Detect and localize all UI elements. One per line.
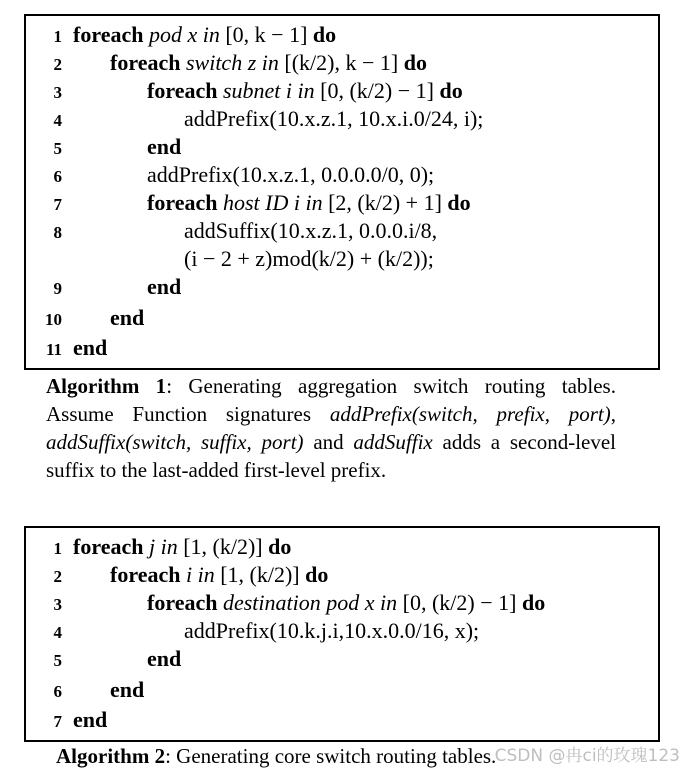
code-text: [0, k − 1] [225, 22, 313, 47]
code-line [184, 244, 434, 274]
code-line [184, 104, 483, 134]
code-text: , [610, 402, 617, 426]
code-line [147, 588, 545, 618]
code-text: adds a second-level suffix to the last-added first-level prefix. [46, 430, 617, 482]
code-line [110, 675, 144, 705]
code-text: [0, (k/2) − 1] [402, 590, 522, 615]
keyword: do [447, 190, 471, 215]
watermark: CSDN @冉ci的玫瑰123 [494, 746, 680, 766]
code-text: subnet i in [217, 78, 321, 103]
code-text: (i − 2 + z)mod(k/2) + (k/2)); [184, 246, 434, 271]
line-number: 6 [53, 682, 62, 701]
code-line [110, 48, 427, 78]
code-line [147, 132, 181, 162]
code-text: addPrefix(10.k.j.i,10.x.0.0/16, x); [184, 618, 480, 643]
keyword: foreach [110, 562, 181, 587]
line-number: 3 [53, 83, 62, 102]
line-number: 11 [45, 340, 62, 359]
algorithm-line [26, 48, 658, 78]
algorithm-line [26, 616, 658, 646]
code-line [147, 644, 181, 674]
code-line [184, 616, 479, 646]
algorithm-2-box [24, 526, 660, 742]
code-text: [1, (k/2)] [220, 562, 306, 587]
code-text: addSuffix [353, 430, 433, 454]
line-number: 3 [53, 595, 62, 614]
algorithm-line [26, 76, 658, 106]
algorithm-line [26, 644, 658, 674]
line-number: 10 [45, 310, 62, 329]
keyword: do [439, 78, 463, 103]
code-text: : Generating core switch routing tables. [165, 744, 497, 768]
algorithm-line [26, 160, 658, 190]
keyword: do [403, 50, 427, 75]
code-text: addPrefix(10.x.z.1, 10.x.i.0/24, i); [184, 106, 484, 131]
algorithm-line [26, 132, 658, 162]
line-number: 6 [53, 167, 62, 186]
algorithm-1-caption [46, 372, 616, 484]
code-line [147, 188, 471, 218]
line-number: 5 [53, 139, 62, 158]
algorithm-line [26, 303, 658, 333]
keyword: do [312, 22, 337, 47]
code-line [147, 76, 463, 106]
keyword: end [147, 274, 182, 299]
line-number: 4 [53, 623, 62, 642]
keyword: do [521, 590, 546, 615]
keyword: end [147, 134, 182, 159]
code-line [147, 272, 181, 302]
code-line [73, 333, 107, 363]
keyword: end [110, 305, 145, 330]
keyword: end [147, 646, 182, 671]
code-text: destination pod x in [217, 590, 403, 615]
code-text: [1, (k/2)] [183, 534, 269, 559]
code-text: : Generating aggregation switch routing tables. Assume Function signatures [46, 374, 616, 426]
keyword: end [73, 335, 108, 360]
algorithm-line [26, 188, 658, 218]
code-text: j in [143, 534, 184, 559]
keyword: end [73, 707, 108, 732]
algorithm-line [26, 20, 658, 50]
line-number: 9 [53, 279, 62, 298]
algorithm-line [26, 705, 658, 735]
line-number: 2 [53, 55, 62, 74]
algorithm-line [26, 333, 658, 363]
keyword: do [268, 534, 292, 559]
algorithm-line [26, 104, 658, 134]
line-number: 1 [53, 27, 62, 46]
algorithm-line [26, 588, 658, 618]
algorithm-line [26, 216, 658, 246]
code-line [73, 705, 107, 735]
keyword: foreach [110, 50, 181, 75]
caption-label: Algorithm 2 [56, 744, 166, 768]
keyword: end [110, 677, 145, 702]
code-line [73, 20, 336, 50]
caption-label: Algorithm 1 [46, 374, 167, 398]
code-text: [(k/2), k − 1] [284, 50, 404, 75]
algorithm-line [26, 272, 658, 302]
algorithm-line [26, 675, 658, 705]
code-text: and [303, 430, 354, 454]
line-number: 4 [53, 111, 62, 130]
code-line [110, 303, 144, 333]
algorithm-line [26, 244, 658, 274]
code-text: pod x in [143, 22, 226, 47]
code-text: addSuffix(switch, suffix, port) [46, 430, 304, 454]
keyword: do [305, 562, 329, 587]
code-text: i in [180, 562, 221, 587]
keyword: foreach [147, 590, 218, 615]
keyword: foreach [73, 22, 144, 47]
code-text: addSuffix(10.x.z.1, 0.0.0.i/8, [184, 218, 438, 243]
keyword: foreach [147, 78, 218, 103]
line-number: 2 [53, 567, 62, 586]
code-line [147, 160, 434, 190]
code-text: addPrefix(switch, prefix, port) [329, 402, 611, 426]
code-text: [2, (k/2) + 1] [328, 190, 448, 215]
algorithm-line [26, 560, 658, 590]
line-number: 1 [53, 539, 62, 558]
keyword: foreach [147, 190, 218, 215]
code-line [110, 560, 328, 590]
code-text: switch z in [180, 50, 285, 75]
line-number: 7 [53, 195, 62, 214]
code-text: host ID i in [217, 190, 329, 215]
line-number: 5 [53, 651, 62, 670]
keyword: foreach [73, 534, 144, 559]
line-number: 7 [53, 712, 62, 731]
line-number: 8 [53, 223, 62, 242]
code-line [184, 216, 437, 246]
algorithm-1-box [24, 14, 660, 370]
code-text: addPrefix(10.x.z.1, 0.0.0.0/0, 0); [147, 162, 435, 187]
code-line [73, 532, 291, 562]
algorithm-line [26, 532, 658, 562]
code-text: [0, (k/2) − 1] [320, 78, 440, 103]
